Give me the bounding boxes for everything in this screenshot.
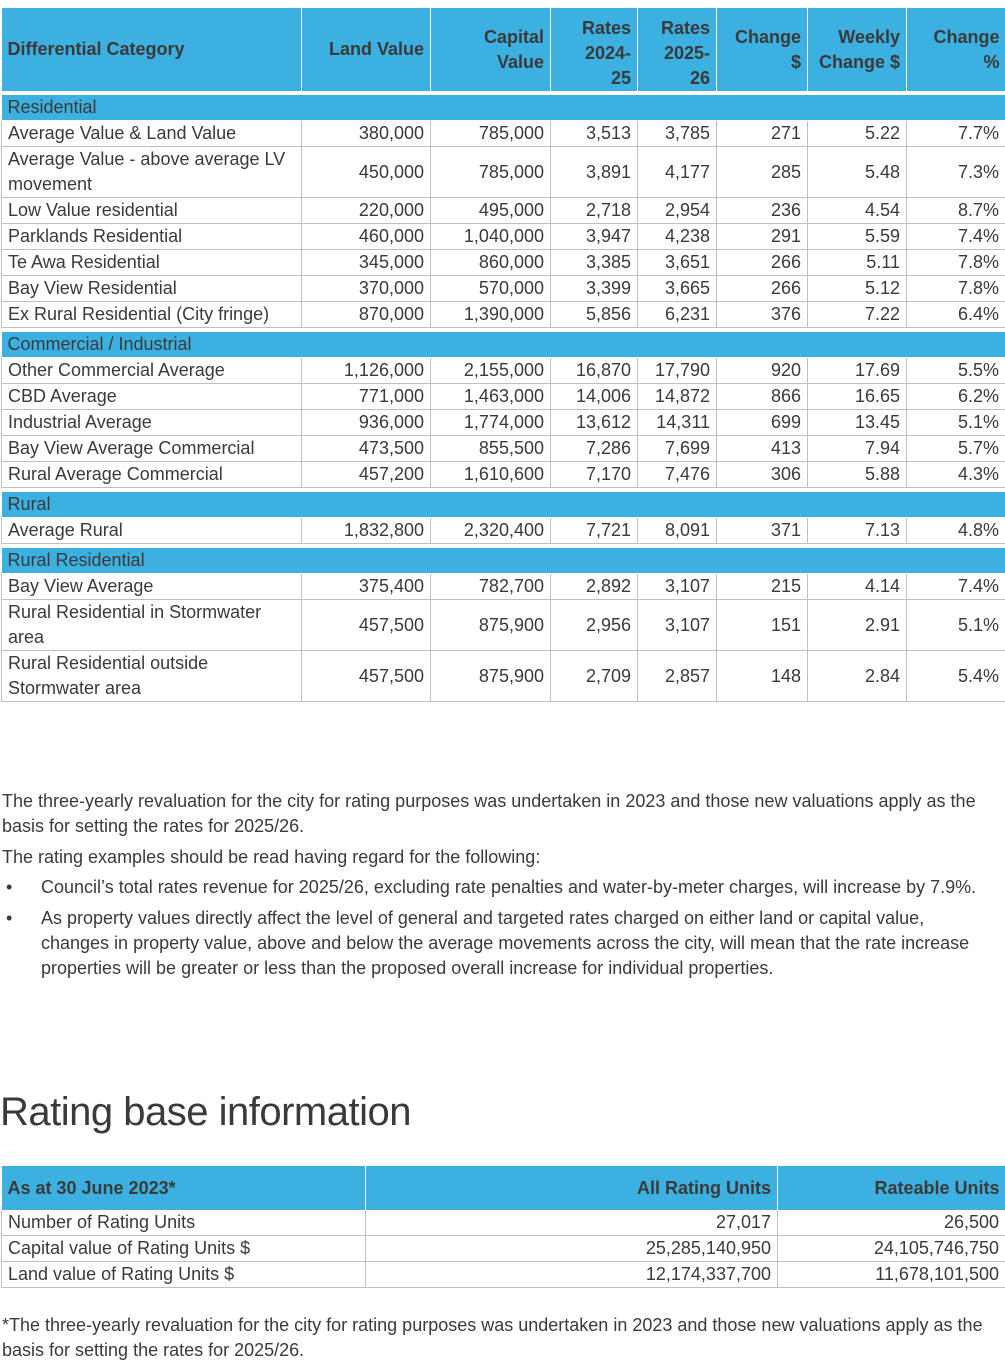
row-label: Average Value & Land Value xyxy=(2,121,302,147)
change-dollar: 148 xyxy=(717,651,808,702)
change-dollar: 291 xyxy=(717,224,808,250)
table-row xyxy=(2,1210,1005,1236)
change-percent: 4.8% xyxy=(907,518,1005,544)
row-label: CBD Average xyxy=(2,384,302,410)
table-row xyxy=(2,1236,1005,1262)
category-label: Commercial / Industrial xyxy=(2,332,1005,358)
change-percent: 7.7% xyxy=(907,121,1005,147)
change-percent: 6.2% xyxy=(907,384,1005,410)
col-header-rates-2024-25: Rates 2024- 25 xyxy=(551,8,638,91)
change-dollar: 215 xyxy=(717,574,808,600)
row-label: Number of Rating Units xyxy=(2,1210,366,1236)
col-header-land-value: Land Value xyxy=(302,8,431,91)
table-row xyxy=(2,147,1005,198)
rates-2025-26: 6,231 xyxy=(638,302,717,328)
land-value: 1,832,800 xyxy=(302,518,431,544)
rates-2025-26: 4,177 xyxy=(638,147,717,198)
row-label: Rural Residential outside Stormwater area xyxy=(2,651,302,702)
row-label: Rural Average Commercial xyxy=(2,462,302,488)
rates-2025-26: 14,311 xyxy=(638,410,717,436)
land-value: 375,400 xyxy=(302,574,431,600)
row-label: Bay View Residential xyxy=(2,276,302,302)
col-header-all-rating-units: All Rating Units xyxy=(366,1166,778,1210)
rates-2024-25: 7,170 xyxy=(551,462,638,488)
land-value: 345,000 xyxy=(302,250,431,276)
weekly-change: 5.12 xyxy=(808,276,907,302)
row-label: Land value of Rating Units $ xyxy=(2,1262,366,1288)
row-label: Bay View Average xyxy=(2,574,302,600)
capital-value: 495,000 xyxy=(431,198,551,224)
col-header-category: Differential Category xyxy=(2,8,302,91)
all-rating-units: 25,285,140,950 xyxy=(366,1236,778,1262)
capital-value: 2,155,000 xyxy=(431,358,551,384)
revaluation-note: The three-yearly revaluation for the city for rating purposes was undertaken in 2023 and those new valuations apply as the basis for setting the rates for 2025/26. xyxy=(2,791,976,836)
rateable-units: 26,500 xyxy=(778,1210,1005,1236)
weekly-change: 5.59 xyxy=(808,224,907,250)
table-row xyxy=(2,1262,1005,1288)
land-value: 936,000 xyxy=(302,410,431,436)
rates-2024-25: 2,892 xyxy=(551,574,638,600)
change-dollar: 271 xyxy=(717,121,808,147)
change-dollar: 413 xyxy=(717,436,808,462)
weekly-change: 16.65 xyxy=(808,384,907,410)
change-percent: 6.4% xyxy=(907,302,1005,328)
rating-examples-note: The rating examples should be read having regard for the following: xyxy=(2,847,541,867)
weekly-change: 5.22 xyxy=(808,121,907,147)
rates-2025-26: 8,091 xyxy=(638,518,717,544)
col-header-rateable-units: Rateable Units xyxy=(778,1166,1005,1210)
row-label: Capital value of Rating Units $ xyxy=(2,1236,366,1262)
table-row xyxy=(2,462,1005,488)
notes-list xyxy=(2,875,992,981)
row-label: Parklands Residential xyxy=(2,224,302,250)
land-value: 457,500 xyxy=(302,600,431,651)
change-dollar: 920 xyxy=(717,358,808,384)
section-title: Rating base information xyxy=(0,1090,411,1134)
rates-2025-26: 7,476 xyxy=(638,462,717,488)
change-dollar: 376 xyxy=(717,302,808,328)
table-header-row xyxy=(2,8,1005,91)
row-label: Ex Rural Residential (City fringe) xyxy=(2,302,302,328)
rates-2025-26: 3,651 xyxy=(638,250,717,276)
capital-value: 860,000 xyxy=(431,250,551,276)
land-value: 870,000 xyxy=(302,302,431,328)
table-row xyxy=(2,276,1005,302)
change-percent: 7.4% xyxy=(907,224,1005,250)
change-dollar: 236 xyxy=(717,198,808,224)
rates-2025-26: 2,954 xyxy=(638,198,717,224)
table-header-row xyxy=(2,1166,1005,1210)
rates-2025-26: 4,238 xyxy=(638,224,717,250)
rates-2024-25: 5,856 xyxy=(551,302,638,328)
capital-value: 782,700 xyxy=(431,574,551,600)
rates-2024-25: 2,709 xyxy=(551,651,638,702)
land-value: 457,200 xyxy=(302,462,431,488)
rates-2024-25: 3,385 xyxy=(551,250,638,276)
row-label: Te Awa Residential xyxy=(2,250,302,276)
weekly-change: 2.84 xyxy=(808,651,907,702)
rates-2025-26: 17,790 xyxy=(638,358,717,384)
change-dollar: 266 xyxy=(717,276,808,302)
capital-value: 2,320,400 xyxy=(431,518,551,544)
rates-2024-25: 2,956 xyxy=(551,600,638,651)
change-percent: 5.1% xyxy=(907,410,1005,436)
col-header-change-percent: Change % xyxy=(907,8,1005,91)
table-body xyxy=(2,1210,1005,1288)
weekly-change: 2.91 xyxy=(808,600,907,651)
change-percent: 5.7% xyxy=(907,436,1005,462)
land-value: 220,000 xyxy=(302,198,431,224)
rates-2024-25: 3,399 xyxy=(551,276,638,302)
change-percent: 8.7% xyxy=(907,198,1005,224)
list-item: • As property values directly affect the level of general and targeted rates charged on either land or capital value, changes in property value, above and below the average movements across the city, will mean that the rate increase properties will be greater or less than the proposed overall increase for individual properties. xyxy=(6,908,970,978)
weekly-change: 5.88 xyxy=(808,462,907,488)
category-row xyxy=(2,332,1005,358)
table-row xyxy=(2,651,1005,702)
weekly-change: 7.94 xyxy=(808,436,907,462)
row-label: Average Rural xyxy=(2,518,302,544)
rates-2025-26: 3,665 xyxy=(638,276,717,302)
rates-2024-25: 7,286 xyxy=(551,436,638,462)
capital-value: 570,000 xyxy=(431,276,551,302)
land-value: 457,500 xyxy=(302,651,431,702)
category-row xyxy=(2,492,1005,518)
rates-2025-26: 3,785 xyxy=(638,121,717,147)
table-row xyxy=(2,224,1005,250)
rates-2024-25: 2,718 xyxy=(551,198,638,224)
row-label: Industrial Average xyxy=(2,410,302,436)
notes-block xyxy=(2,789,992,987)
capital-value: 1,390,000 xyxy=(431,302,551,328)
table-body xyxy=(2,91,1005,702)
land-value: 380,000 xyxy=(302,121,431,147)
table-row xyxy=(2,302,1005,328)
rates-2024-25: 3,891 xyxy=(551,147,638,198)
rateable-units: 11,678,101,500 xyxy=(778,1262,1005,1288)
rates-2024-25: 14,006 xyxy=(551,384,638,410)
change-dollar: 699 xyxy=(717,410,808,436)
rating-examples-table xyxy=(1,8,1005,702)
category-label: Residential xyxy=(2,95,1005,121)
row-label: Rural Residential in Stormwater area xyxy=(2,600,302,651)
change-dollar: 306 xyxy=(717,462,808,488)
capital-value: 785,000 xyxy=(431,121,551,147)
change-dollar: 285 xyxy=(717,147,808,198)
rates-2025-26: 7,699 xyxy=(638,436,717,462)
change-dollar: 371 xyxy=(717,518,808,544)
weekly-change: 4.14 xyxy=(808,574,907,600)
category-label: Rural xyxy=(2,492,1005,518)
land-value: 450,000 xyxy=(302,147,431,198)
change-percent: 7.8% xyxy=(907,276,1005,302)
table-row xyxy=(2,121,1005,147)
rates-2024-25: 7,721 xyxy=(551,518,638,544)
table-row xyxy=(2,600,1005,651)
change-dollar: 266 xyxy=(717,250,808,276)
table-row xyxy=(2,250,1005,276)
change-percent: 7.4% xyxy=(907,574,1005,600)
category-row xyxy=(2,95,1005,121)
weekly-change: 5.48 xyxy=(808,147,907,198)
change-percent: 5.5% xyxy=(907,358,1005,384)
all-rating-units: 12,174,337,700 xyxy=(366,1262,778,1288)
col-header-capital-value: Capital Value xyxy=(431,8,551,91)
capital-value: 875,900 xyxy=(431,600,551,651)
land-value: 771,000 xyxy=(302,384,431,410)
land-value: 473,500 xyxy=(302,436,431,462)
capital-value: 1,610,600 xyxy=(431,462,551,488)
change-percent: 7.3% xyxy=(907,147,1005,198)
rates-2024-25: 16,870 xyxy=(551,358,638,384)
rateable-units: 24,105,746,750 xyxy=(778,1236,1005,1262)
col-header-rates-2025-26: Rates 2025- 26 xyxy=(638,8,717,91)
row-label: Low Value residential xyxy=(2,198,302,224)
rates-2025-26: 14,872 xyxy=(638,384,717,410)
table-row xyxy=(2,518,1005,544)
rating-base-table xyxy=(1,1166,1005,1288)
category-label: Rural Residential xyxy=(2,548,1005,574)
capital-value: 1,774,000 xyxy=(431,410,551,436)
col-header-change-dollar: Change $ xyxy=(717,8,808,91)
rates-2024-25: 13,612 xyxy=(551,410,638,436)
change-dollar: 866 xyxy=(717,384,808,410)
weekly-change: 5.11 xyxy=(808,250,907,276)
col-header-weekly-change: Weekly Change $ xyxy=(808,8,907,91)
rates-2024-25: 3,947 xyxy=(551,224,638,250)
list-item: • Council’s total rates revenue for 2025/26, excluding rate penalties and water-by-meter charges, will increase by 7.9%. xyxy=(6,877,977,897)
change-percent: 7.8% xyxy=(907,250,1005,276)
capital-value: 875,900 xyxy=(431,651,551,702)
change-percent: 5.4% xyxy=(907,651,1005,702)
capital-value: 855,500 xyxy=(431,436,551,462)
change-dollar: 151 xyxy=(717,600,808,651)
weekly-change: 13.45 xyxy=(808,410,907,436)
land-value: 460,000 xyxy=(302,224,431,250)
table-row xyxy=(2,384,1005,410)
row-label: Other Commercial Average xyxy=(2,358,302,384)
weekly-change: 7.13 xyxy=(808,518,907,544)
weekly-change: 4.54 xyxy=(808,198,907,224)
table-row xyxy=(2,436,1005,462)
row-label: Average Value - above average LV movement xyxy=(2,147,302,198)
footnote: *The three-yearly revaluation for the city for rating purposes was undertaken in 2023 and those new valuations apply as the basis for setting the rates for 2025/26. xyxy=(2,1315,983,1360)
land-value: 1,126,000 xyxy=(302,358,431,384)
rates-2025-26: 2,857 xyxy=(638,651,717,702)
weekly-change: 7.22 xyxy=(808,302,907,328)
col-header-as-at: As at 30 June 2023* xyxy=(2,1166,366,1210)
table-row xyxy=(2,410,1005,436)
table-row xyxy=(2,198,1005,224)
category-row xyxy=(2,548,1005,574)
all-rating-units: 27,017 xyxy=(366,1210,778,1236)
rates-2024-25: 3,513 xyxy=(551,121,638,147)
row-label: Bay View Average Commercial xyxy=(2,436,302,462)
rates-2025-26: 3,107 xyxy=(638,574,717,600)
table-row xyxy=(2,358,1005,384)
change-percent: 4.3% xyxy=(907,462,1005,488)
change-percent: 5.1% xyxy=(907,600,1005,651)
weekly-change: 17.69 xyxy=(808,358,907,384)
capital-value: 1,463,000 xyxy=(431,384,551,410)
table-row xyxy=(2,574,1005,600)
land-value: 370,000 xyxy=(302,276,431,302)
rates-2025-26: 3,107 xyxy=(638,600,717,651)
capital-value: 1,040,000 xyxy=(431,224,551,250)
capital-value: 785,000 xyxy=(431,147,551,198)
